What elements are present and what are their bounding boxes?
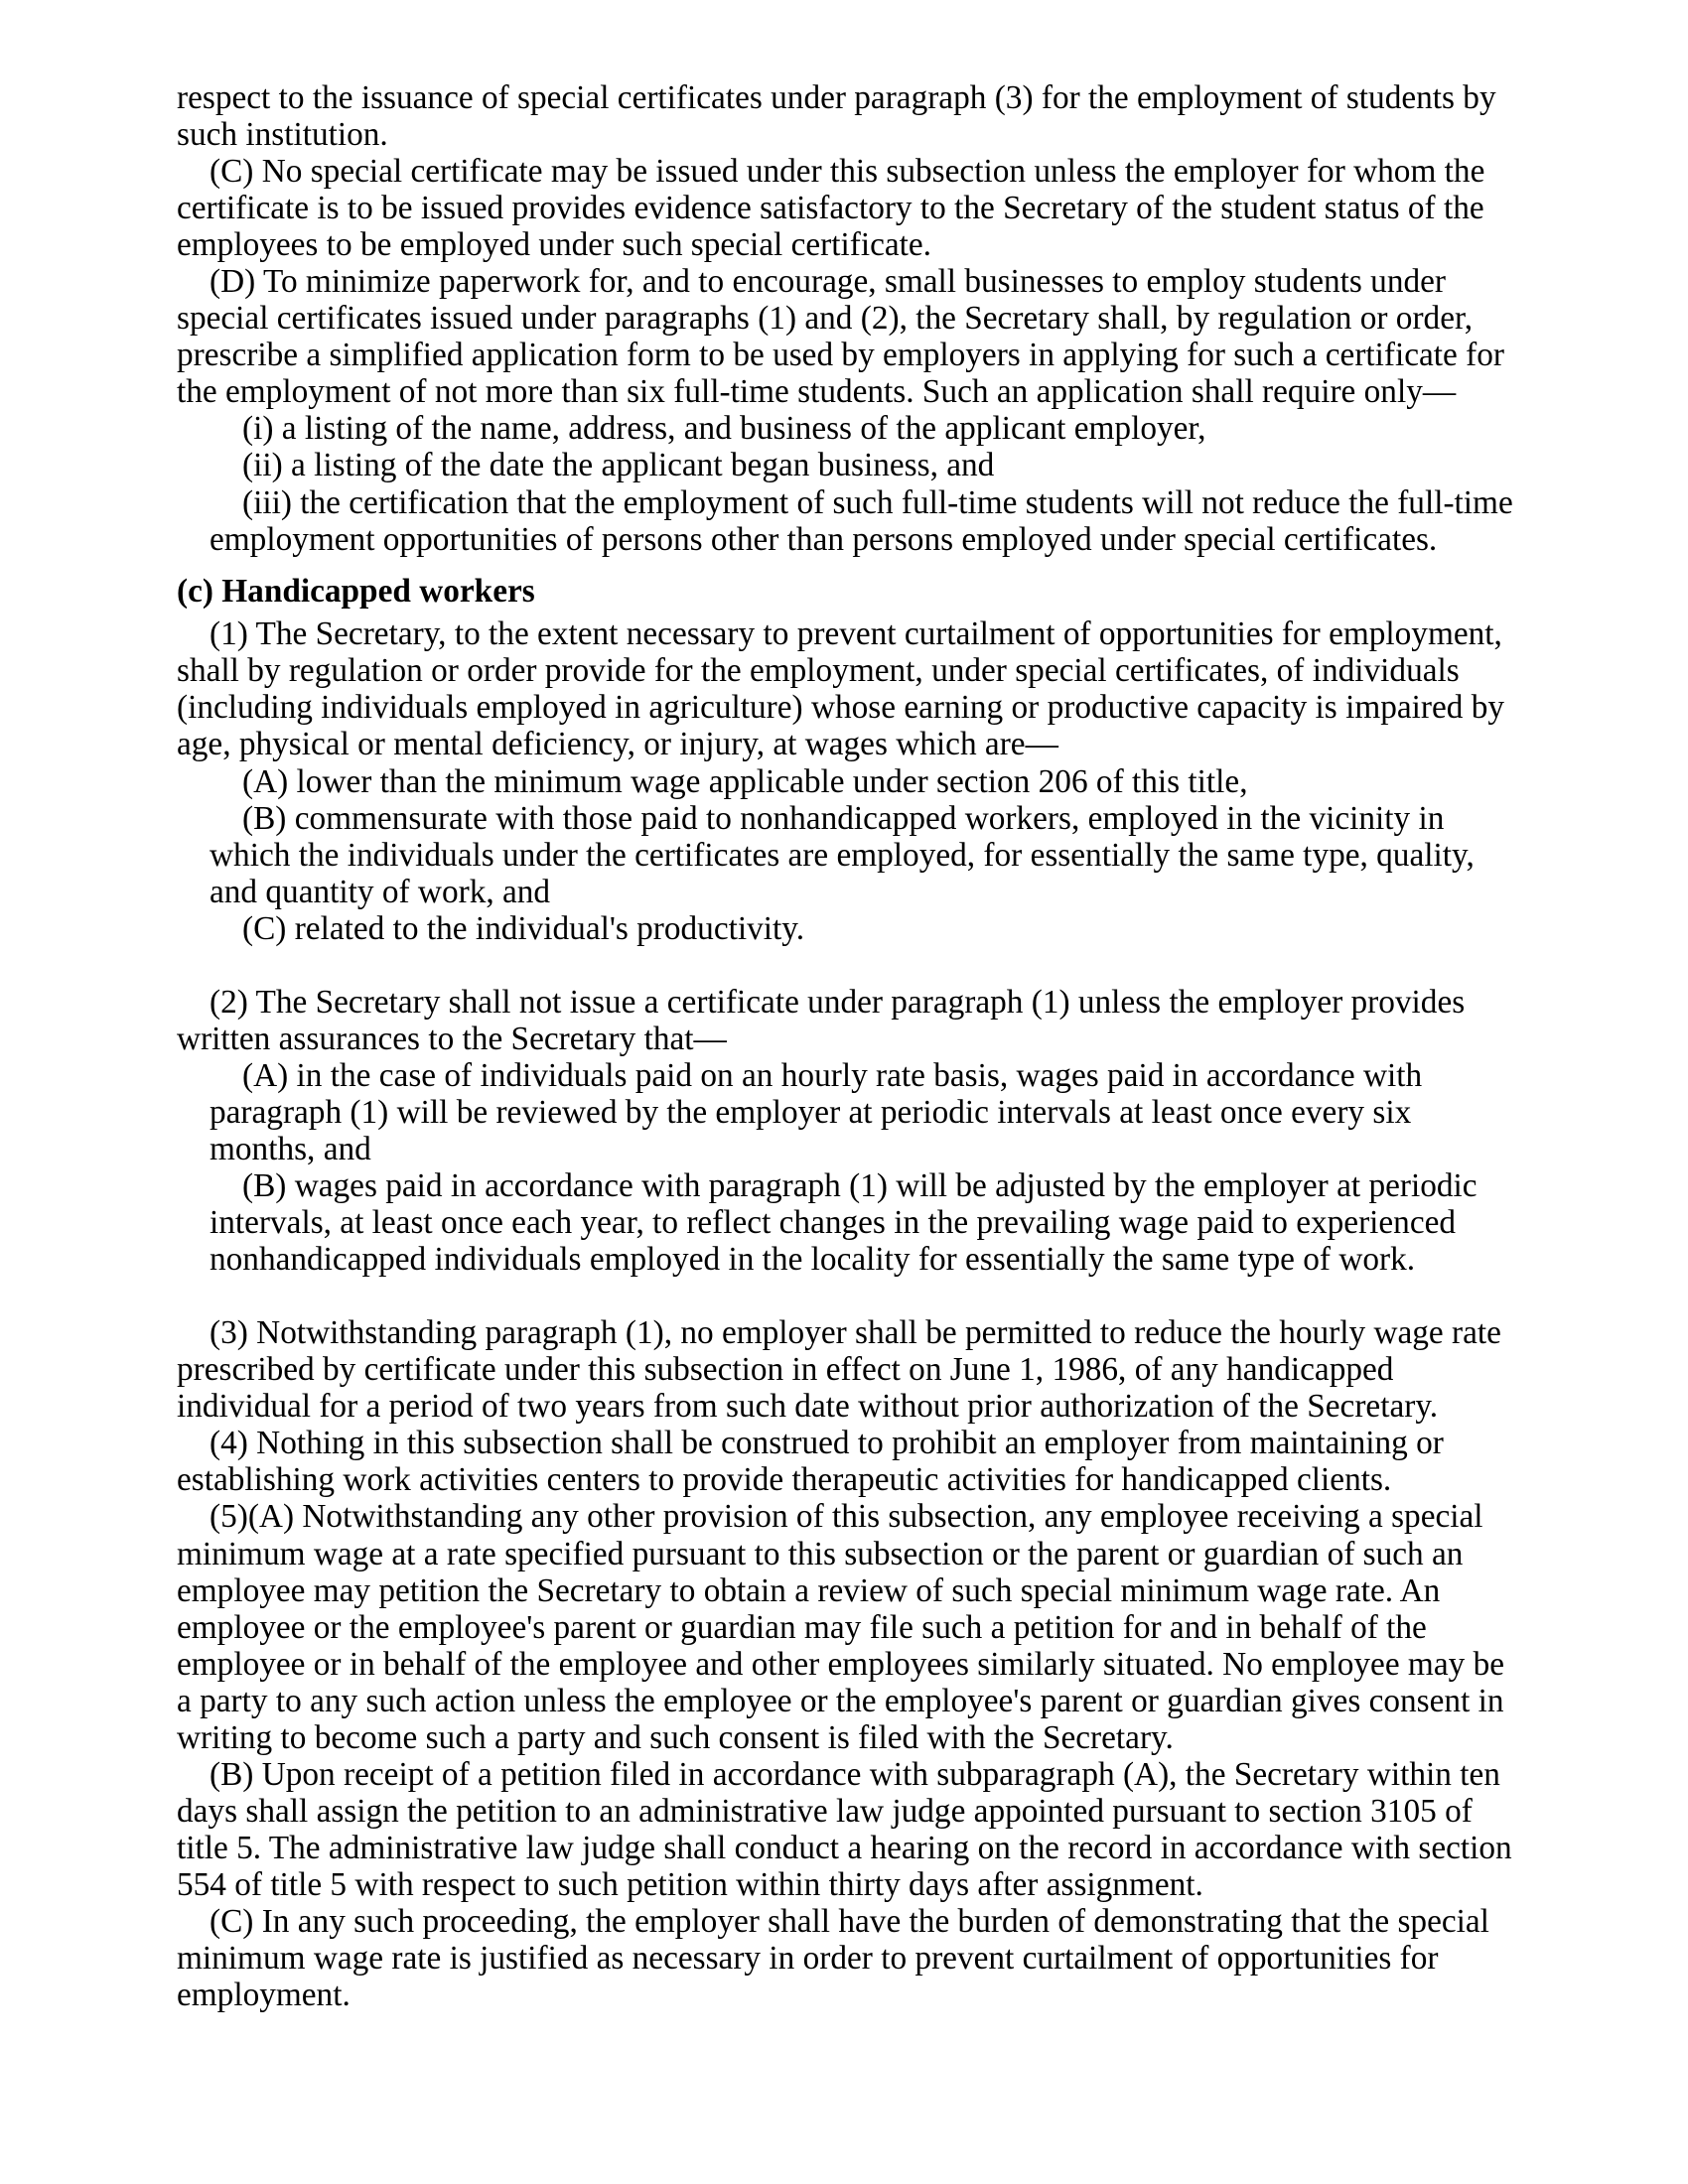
paragraph-5-A: (5)(A) Notwithstanding any other provision of this subsection, any employee receiving a special minimum wage at a rate specified pursuant to this subsection or the parent or guardian of such an employee may petition the Secretary to obtain a review of such special minimum wage rate. An employee or the employee's parent or guardian may file such a petition for and in behalf of the employee or in behalf of the employee and other employees similarly situated. No employee may be a party to any such action unless the employee or the employee's parent or guardian gives consent in writing to become such a party and such consent is filed with the Secretary. xyxy=(177,1498,1504,1756)
paragraph-2: (2) The Secretary shall not issue a certificate under paragraph (1) unless the employer provides written assurances to the Secretary that— xyxy=(177,983,1466,1057)
clause-iii: (iii) the certification that the employment of such full-time students will not reduce the full-time employment opportunities of persons other than persons employed under special certificates. xyxy=(210,483,1513,558)
subparagraph-2-A: (A) in the case of individuals paid on an hourly rate basis, wages paid in accordance with paragraph (1) will be reviewed by the employer at periodic intervals at least once every six months, and xyxy=(210,1056,1423,1167)
paragraph-3: (3) Notwithstanding paragraph (1), no employer shall be permitted to reduce the hourly wage rate prescribed by certificate under this subsection in effect on June 1, 1986, of any handicapped individual for a period of two years from such date without prior authorization of the Secretary. xyxy=(177,1314,1501,1426)
intro-section xyxy=(177,79,1527,558)
paragraph-C: (C) No special certificate may be issued under this subsection unless the employer for whom the certificate is to be issued provides evidence satisfactory to the Secretary of the student status of the employees to be employed under such special certificate. xyxy=(177,153,1485,264)
paragraph-D: (D) To minimize paperwork for, and to encourage, small businesses to employ students under special certificates issued under paragraphs (1) and (2), the Secretary shall, by regulation or order, prescribe a simplified application form to be used by employers in applying for such a certificate for the employment of not more than six full-time students. Such an application shall require only— xyxy=(177,263,1504,411)
paragraph-1: (1) The Secretary, to the extent necessary to prevent curtailment of opportunities for employment, shall by regulation or order provide for the employment, under special certificates, of individuals (including individuals employed in agriculture) whose earning or productive capacity is impaired by age, physical or mental deficiency, or injury, at wages which are— xyxy=(177,615,1505,763)
paragraph-5-C: (C) In any such proceeding, the employer shall have the burden of demonstrating that the special minimum wage rate is justified as necessary in order to prevent curtailment of opportunities for employment. xyxy=(177,1902,1489,2014)
paragraph-4: (4) Nothing in this subsection shall be construed to prohibit an employer from maintaining or establishing work activities centers to provide therapeutic activities for handicapped clients. xyxy=(177,1425,1444,1499)
clause-i: (i) a listing of the name, address, and business of the applicant employer, xyxy=(242,410,1206,448)
section-c xyxy=(177,573,1527,2013)
subparagraph-1-B: (B) commensurate with those paid to nonhandicapped workers, employed in the vicinity in which the individuals under the certificates are employed, for essentially the same type, quality, and quantity of work, and xyxy=(210,799,1475,910)
subparagraph-1-C: (C) related to the individual's productivity. xyxy=(242,909,805,947)
section-heading-c: (c) Handicapped workers xyxy=(177,573,535,611)
document-page xyxy=(177,79,1527,2013)
paragraph-5-B: (B) Upon receipt of a petition filed in accordance with subparagraph (A), the Secretary within ten days shall assign the petition to an administrative law judge appointed pursuant to section 3105 of title 5. The administrative law judge shall conduct a hearing on the record in accordance with section 554 of title 5 with respect to such petition within thirty days after assignment. xyxy=(177,1755,1512,1903)
continued-paragraph: respect to the issuance of special certificates under paragraph (3) for the employment of students by such institution. xyxy=(177,79,1496,154)
clause-ii: (ii) a listing of the date the applicant began business, and xyxy=(242,447,995,484)
subparagraph-2-B: (B) wages paid in accordance with paragraph (1) will be adjusted by the employer at periodic intervals, at least once each year, to reflect changes in the prevailing wage paid to experienced nonhandicapped individuals employed in the locality for essentially the same type of work. xyxy=(210,1167,1477,1279)
subparagraph-1-A: (A) lower than the minimum wage applicable under section 206 of this title, xyxy=(242,762,1248,800)
